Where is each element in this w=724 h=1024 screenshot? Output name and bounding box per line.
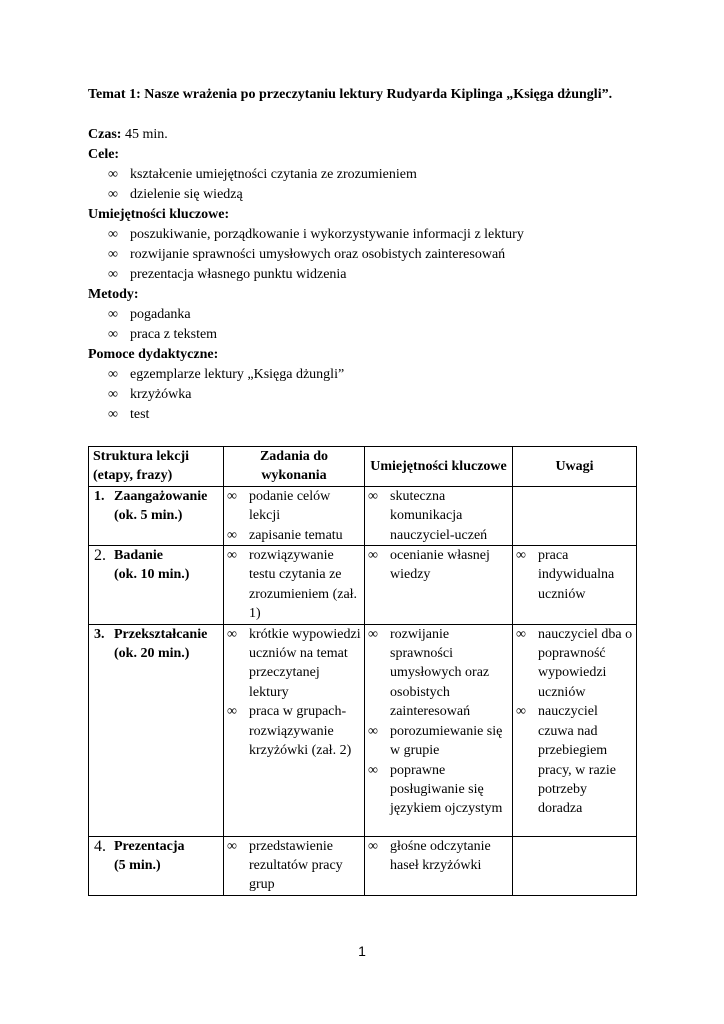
infinity-bullet-icon: ∞ <box>368 488 378 504</box>
list-item <box>368 487 509 545</box>
list-item <box>516 546 633 604</box>
column-header: Uwagi <box>513 447 637 487</box>
infinity-bullet-icon: ∞ <box>108 407 118 422</box>
umiejetnosci-cell <box>365 624 513 836</box>
umiejetnosci-label: Umiejętności kluczowe: <box>88 207 230 222</box>
table-header-row <box>89 447 637 487</box>
umiejetnosci-cell <box>365 486 513 545</box>
stage-cell <box>89 486 224 545</box>
cell-text: porozumiewanie się w grupie <box>390 723 503 759</box>
list-item <box>368 546 509 585</box>
stage-time: (ok. 10 min.) <box>114 567 190 583</box>
infinity-bullet-icon: ∞ <box>368 723 378 739</box>
infinity-bullet-icon: ∞ <box>108 187 118 202</box>
infinity-bullet-icon: ∞ <box>516 704 526 720</box>
column-header: Zadania do wykonania <box>224 447 365 487</box>
cell-text: skuteczna komunikacja nauczyciel-uczeń <box>390 488 488 543</box>
cell-text: głośne odczytanie haseł krzyżówki <box>390 838 491 874</box>
stage-number: 4. <box>94 837 106 855</box>
infinity-bullet-icon: ∞ <box>108 307 118 322</box>
zadania-cell <box>224 546 365 625</box>
column-header: Struktura lekcji (etapy, frazy) <box>89 447 224 487</box>
list-item: ∞ pogadanka <box>88 305 524 325</box>
cell-text: nauczyciel czuwa nad przebiegiem pracy, w razie potrzeby doradza <box>538 704 616 817</box>
infinity-bullet-icon: ∞ <box>368 838 378 854</box>
stage-time: (ok. 5 min.) <box>114 508 183 524</box>
lesson-structure-table <box>88 446 637 896</box>
list-item <box>516 625 633 703</box>
list-item <box>227 487 361 526</box>
infinity-bullet-icon: ∞ <box>108 247 118 262</box>
stage-cell <box>89 836 224 895</box>
stage-time: (ok. 20 min.) <box>114 646 190 662</box>
table-row <box>89 546 637 625</box>
stage-name: Badanie <box>114 548 164 564</box>
list-item: ∞ egzemplarze lektury „Księga dżungli” <box>88 365 524 385</box>
list-item <box>227 837 361 895</box>
infinity-bullet-icon: ∞ <box>227 548 237 564</box>
infinity-bullet-icon: ∞ <box>227 626 237 642</box>
table-row <box>89 624 637 836</box>
list-item: ∞ praca z tekstem <box>88 325 524 345</box>
list-item <box>368 722 509 761</box>
stage-name: Przekształcanie <box>114 626 208 642</box>
cele-label: Cele: <box>88 147 120 162</box>
stage-cell <box>89 624 224 836</box>
infinity-bullet-icon: ∞ <box>227 527 237 543</box>
list-item <box>227 625 361 703</box>
infinity-bullet-icon: ∞ <box>516 548 526 564</box>
table-row <box>89 486 637 545</box>
page-number: 1 <box>358 943 366 959</box>
cell-text: krótkie wypowiedzi uczniów na temat przeczytanej lektury <box>249 626 361 700</box>
cell-text: praca indywidualna uczniów <box>538 548 615 602</box>
column-header: Umiejętności kluczowe <box>365 447 513 487</box>
stage-cell <box>89 546 224 625</box>
infinity-bullet-icon: ∞ <box>108 387 118 402</box>
infinity-bullet-icon: ∞ <box>108 327 118 342</box>
list-item: ∞ dzielenie się wiedzą <box>88 185 524 205</box>
cell-text: ocenianie własnej wiedzy <box>390 548 490 583</box>
cell-text: zapisanie tematu <box>249 527 343 543</box>
list-item <box>516 702 633 818</box>
cell-text: nauczyciel dba o poprawność wypowiedzi uczniów <box>538 626 633 700</box>
table-body <box>89 486 637 895</box>
list-item: ∞ krzyżówka <box>88 385 524 405</box>
pomoce-label: Pomoce dydaktyczne: <box>88 347 219 362</box>
umiejetnosci-cell <box>365 546 513 625</box>
infinity-bullet-icon: ∞ <box>227 838 237 854</box>
list-item: ∞ rozwijanie sprawności umysłowych oraz osobistych zainteresowań <box>88 245 524 265</box>
list-item <box>368 761 509 819</box>
infinity-bullet-icon: ∞ <box>368 548 378 564</box>
infinity-bullet-icon: ∞ <box>108 367 118 382</box>
uwagi-cell <box>513 624 637 836</box>
lesson-info <box>88 125 524 425</box>
infinity-bullet-icon: ∞ <box>108 227 118 242</box>
metody-label: Metody: <box>88 287 139 302</box>
list-item <box>368 625 509 722</box>
stage-name: Prezentacja <box>114 838 185 854</box>
document-title: Temat 1: Nasze wrażenia po przeczytaniu lektury Rudyarda Kiplinga „Księga dżungli”. <box>88 87 613 102</box>
uwagi-cell <box>513 546 637 625</box>
list-item <box>227 546 361 624</box>
infinity-bullet-icon: ∞ <box>108 167 118 182</box>
list-item <box>368 837 509 876</box>
uwagi-cell <box>513 486 637 545</box>
table-row <box>89 836 637 895</box>
cell-text: praca w grupach- rozwiązywanie krzyżówki (zał. 2) <box>249 704 352 759</box>
list-item: ∞ poszukiwanie, porządkowanie i wykorzystywanie informacji z lektury <box>88 225 524 245</box>
infinity-bullet-icon: ∞ <box>516 626 526 642</box>
cell-text: poprawne posługiwanie się językiem ojczystym <box>390 762 503 817</box>
infinity-bullet-icon: ∞ <box>108 267 118 282</box>
stage-time: (5 min.) <box>114 858 161 874</box>
list-item: ∞ kształcenie umiejętności czytania ze zrozumieniem <box>88 165 524 185</box>
stage-number: 2. <box>94 547 106 565</box>
cell-text: przedstawienie rezultatów pracy grup <box>249 838 343 893</box>
list-item <box>227 702 361 760</box>
stage-number: 3. <box>94 626 105 642</box>
list-item <box>227 526 361 545</box>
uwagi-cell <box>513 836 637 895</box>
infinity-bullet-icon: ∞ <box>227 704 237 720</box>
czas-value: 45 min. <box>121 127 168 142</box>
infinity-bullet-icon: ∞ <box>368 762 378 778</box>
zadania-cell <box>224 836 365 895</box>
zadania-cell <box>224 486 365 545</box>
infinity-bullet-icon: ∞ <box>227 488 237 504</box>
stage-name: Zaangażowanie <box>114 488 208 504</box>
zadania-cell <box>224 624 365 836</box>
infinity-bullet-icon: ∞ <box>368 626 378 642</box>
cell-text: rozwijanie sprawności umysłowych oraz osobistych zainteresowań <box>390 626 490 720</box>
list-item: ∞ test <box>88 405 524 425</box>
czas-row <box>88 125 524 145</box>
list-item: ∞ prezentacja własnego punktu widzenia <box>88 265 524 285</box>
umiejetnosci-cell <box>365 836 513 895</box>
czas-label: Czas: <box>88 127 122 142</box>
stage-number: 1. <box>94 488 105 504</box>
cell-text: rozwiązywanie testu czytania ze zrozumieniem (zał. 1) <box>249 548 358 622</box>
cell-text: podanie celów lekcji <box>249 488 331 524</box>
